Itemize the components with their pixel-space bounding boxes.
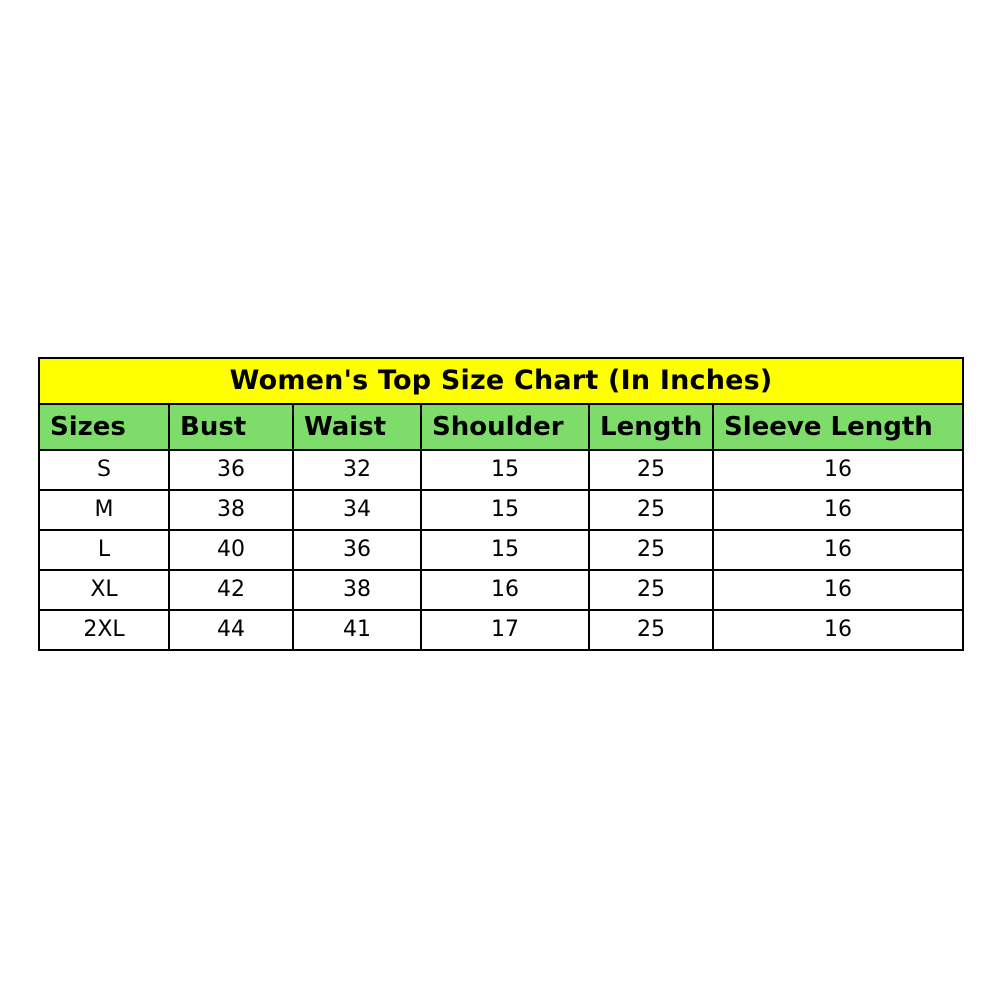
cell-length: 25 [589,570,713,610]
cell-waist: 34 [293,490,421,530]
cell-waist: 32 [293,450,421,490]
cell-length: 25 [589,610,713,650]
table-row [39,570,963,610]
cell-length: 25 [589,530,713,570]
cell-shoulder: 15 [421,450,589,490]
cell-bust: 42 [169,570,293,610]
cell-bust: 36 [169,450,293,490]
cell-waist: 41 [293,610,421,650]
column-header-length: Length [589,404,713,450]
cell-sleeve-length: 16 [713,530,963,570]
cell-bust: 38 [169,490,293,530]
cell-size: L [39,530,169,570]
cell-bust: 40 [169,530,293,570]
cell-size: XL [39,570,169,610]
cell-shoulder: 15 [421,530,589,570]
chart-title: Women's Top Size Chart (In Inches) [39,358,963,404]
size-chart-container [38,357,962,651]
table-row [39,610,963,650]
column-header-bust: Bust [169,404,293,450]
column-header-shoulder: Shoulder [421,404,589,450]
column-header-sleeve-length: Sleeve Length [713,404,963,450]
column-header-waist: Waist [293,404,421,450]
cell-waist: 36 [293,530,421,570]
cell-sleeve-length: 16 [713,450,963,490]
cell-sleeve-length: 16 [713,610,963,650]
cell-length: 25 [589,490,713,530]
table-row [39,490,963,530]
cell-shoulder: 16 [421,570,589,610]
cell-sleeve-length: 16 [713,570,963,610]
size-chart-table [38,357,964,651]
column-header-sizes: Sizes [39,404,169,450]
cell-sleeve-length: 16 [713,490,963,530]
table-title-row [39,358,963,404]
cell-shoulder: 17 [421,610,589,650]
cell-size: 2XL [39,610,169,650]
table-row [39,450,963,490]
table-row [39,530,963,570]
table-header-row [39,404,963,450]
cell-length: 25 [589,450,713,490]
cell-shoulder: 15 [421,490,589,530]
cell-waist: 38 [293,570,421,610]
cell-size: S [39,450,169,490]
cell-size: M [39,490,169,530]
cell-bust: 44 [169,610,293,650]
